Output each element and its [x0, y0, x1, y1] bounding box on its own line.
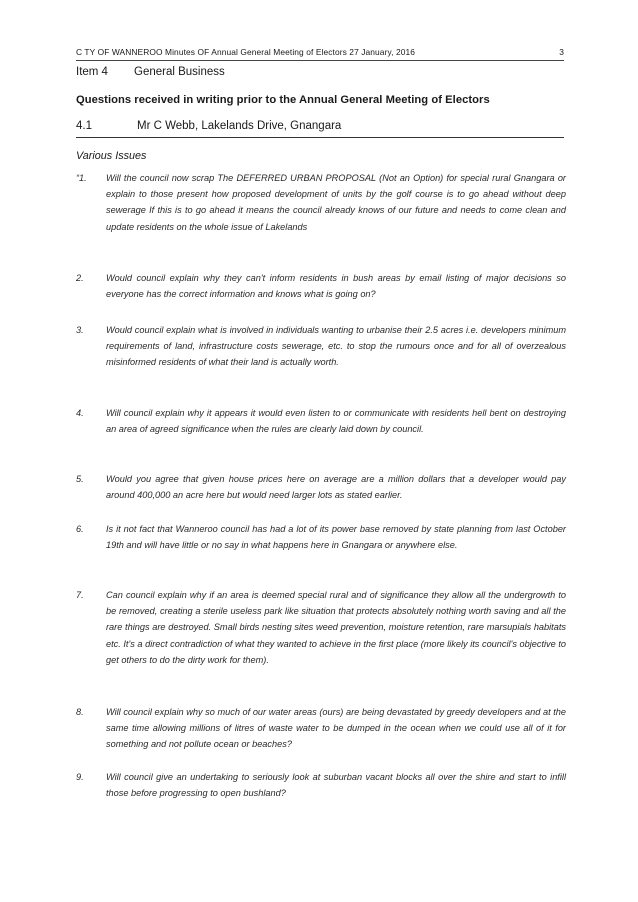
- question-text: Would you agree that given house prices here on average are a million dollars that a developer would pay around 400,000 an acre here but would need larger lots as stated earlier.: [106, 474, 566, 501]
- question-number: 3.: [76, 325, 84, 335]
- question-item: [76, 769, 566, 801]
- question-item: [76, 471, 566, 503]
- question-item: [76, 704, 566, 753]
- subsection-title: Mr C Webb, Lakelands Drive, Gnangara: [137, 120, 342, 132]
- question-text: Would council explain what is involved in individuals wanting to urbanise their 2.5 acres i.e. developers minimum requirements of land, infrastructure costs sewerage, etc. to stop the rumours once and for all of overzealous misinformed residents of what their land is actually worth.: [106, 325, 566, 368]
- question-text: Will council explain why so much of our water areas (ours) are being devastated by greedy developers and at the same time allowing millions of litres of waste water to be dumped in the ocean when we could use all of it for something and not pollute ocean or beaches?: [106, 707, 566, 750]
- question-number: 5.: [76, 474, 84, 484]
- header-title: C TY OF WANNEROO Minutes OF Annual General Meeting of Electors 27 January, 2016: [76, 47, 416, 57]
- subsection-number: 4.1: [76, 120, 92, 132]
- question-number: 9.: [76, 772, 84, 782]
- question-text: Is it not fact that Wanneroo council has had a lot of its power base removed by state planning from last October 19th and will have little or no say in what happens here in Gnangara or anywhere else.: [106, 524, 566, 551]
- section-title: Various Issues: [76, 150, 147, 162]
- item-title: General Business: [134, 66, 225, 78]
- question-text: Will the council now scrap The DEFERRED URBAN PROPOSAL (Not an Option) for special rural Gnangara or explain to those present how proposed development of units by the golf course is to go ahead without deep sewerage If this is to go ahead it means the council already knows of our future and needs to come clean and update residents on the whole issue of Lakelands: [106, 173, 566, 232]
- question-number: 4.: [76, 408, 84, 418]
- page-number: 3: [559, 47, 564, 57]
- question-text: Will council give an undertaking to seriously look at suburban vacant blocks all over the shire and start to infill those before progressing to open bushland?: [106, 772, 566, 799]
- header-divider: [76, 60, 564, 61]
- question-number: “1.: [76, 173, 87, 183]
- subsection-divider: [76, 137, 564, 138]
- question-number: 6.: [76, 524, 84, 534]
- question-item: [76, 587, 566, 668]
- question-number: 2.: [76, 273, 84, 283]
- questions-heading: Questions received in writing prior to the Annual General Meeting of Electors: [76, 94, 490, 106]
- question-item: [76, 405, 566, 437]
- question-item: [76, 270, 566, 302]
- question-number: 8.: [76, 707, 84, 717]
- question-item: [76, 521, 566, 553]
- question-text: Can council explain why if an area is deemed special rural and of significance they allow all the undergrowth to be removed, creating a sterile useless park like situation that protects absolutely nothing worth saving and all the rare things are destroyed. Small birds nesting sites weed prevention, moisture retention, rare marsupials habitats etc. It's a direct contradiction of what they wanted to achieve in the first place (more likely its council's objective to get others to do the dirty work for them).: [106, 590, 566, 665]
- question-item: [76, 170, 566, 235]
- question-text: Would council explain why they can't inform residents in bush areas by email listing of major decisions so everyone has the correct information and knows what is going on?: [106, 273, 566, 300]
- item-number: Item 4: [76, 66, 108, 78]
- item-heading: [76, 66, 225, 78]
- question-item: [76, 322, 566, 371]
- question-number: 7.: [76, 590, 84, 600]
- question-text: Will council explain why it appears it would even listen to or communicate with residents hell bent on destroying an area of agreed significance when the rules are clearly laid down by council.: [106, 408, 566, 435]
- page-header: [76, 47, 564, 61]
